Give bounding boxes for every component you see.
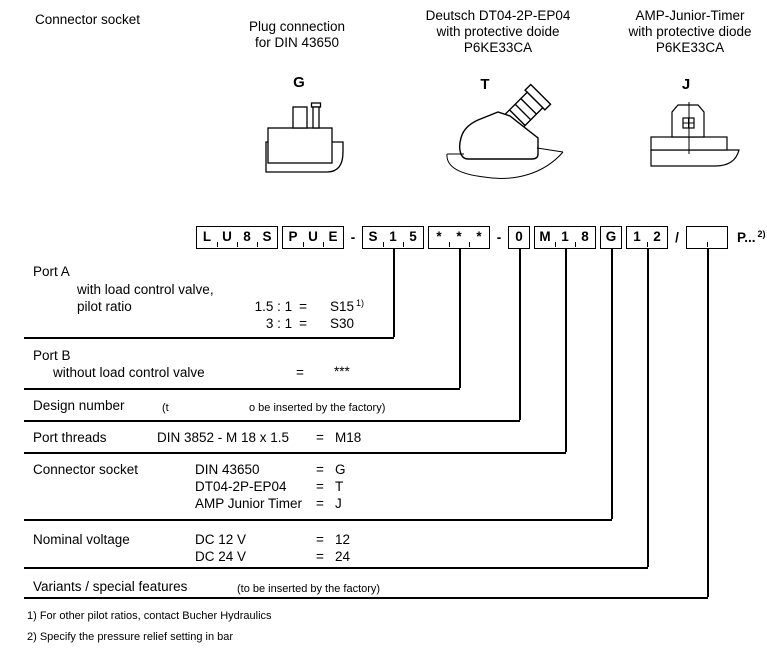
footnote-1: 1) For other pilot ratios, contact Bucher Hydraulics <box>27 610 272 622</box>
order-code-char: 5 <box>403 227 423 248</box>
connector-line-voltage <box>647 248 649 567</box>
deutsch-title-line: Deutsch DT04-2P-EP04 <box>425 8 571 23</box>
socket-option-name: DT04-2P-EP04 <box>195 479 287 494</box>
order-code-char: E <box>323 227 343 248</box>
section-rule-design <box>24 420 520 422</box>
amp-title-line: AMP-Junior-Timer <box>635 8 745 23</box>
connector-line-socket <box>611 248 613 519</box>
amp-code-letter: J <box>681 76 691 93</box>
connector-line-port-b <box>459 248 461 388</box>
section-label-design-number: Design number <box>33 398 125 413</box>
socket-option-name: AMP Junior Timer <box>195 496 303 511</box>
order-code-char <box>687 227 707 248</box>
din-title-line: for DIN 43650 <box>254 35 340 50</box>
connector-line-variants <box>707 248 709 597</box>
amp-title-line: with protective diode <box>628 24 752 39</box>
order-code-char: * <box>436 229 442 244</box>
order-code-char: U <box>217 227 237 248</box>
section-rule-voltage <box>24 567 648 569</box>
order-code-box <box>428 226 490 249</box>
order-code-char: L <box>202 229 212 244</box>
ordering-code-row <box>196 226 766 249</box>
order-code-separator: / <box>675 230 679 245</box>
socket-option-name: DIN 43650 <box>195 462 260 477</box>
order-code-char: M <box>539 229 551 244</box>
pilot-ratio-value-1: S15 $^{1)}$ <box>330 297 365 314</box>
order-code-char: 8 <box>575 227 595 248</box>
order-code-box <box>196 226 278 249</box>
port-threads-equals: = <box>316 430 324 445</box>
section-rule-port-b <box>24 388 460 390</box>
port-b-value: *** <box>334 364 350 379</box>
section-label-port-b: Port B <box>33 348 71 363</box>
section-rule-port-a <box>24 337 394 339</box>
order-code-char: U <box>303 227 323 248</box>
socket-option-equals: = <box>316 479 324 494</box>
port-threads-value: M18 <box>335 430 362 445</box>
order-code-char: G <box>605 229 617 244</box>
deutsch-connector-drawing <box>442 84 568 182</box>
socket-option-value: T <box>335 479 344 494</box>
order-code-char: 2 <box>647 227 667 248</box>
order-code-box <box>534 226 596 249</box>
order-code-char <box>707 227 727 248</box>
socket-option-equals: = <box>316 462 324 477</box>
section-label-variants: Variants / special features <box>33 579 188 594</box>
order-code-char: P <box>288 229 298 244</box>
variants-note: (to be inserted by the factory) <box>237 583 381 595</box>
order-code-box <box>626 226 668 249</box>
socket-option-value: G <box>335 462 346 477</box>
port-a-subline: with load control valve, <box>77 282 214 297</box>
section-rule-threads <box>24 452 566 454</box>
pilot-ratio-option-1: 1.5 : 1 = <box>254 299 307 314</box>
voltage-option-equals: = <box>316 532 324 547</box>
order-code-char: * <box>449 227 469 248</box>
din-code-letter: G <box>293 74 305 91</box>
footnote-2: 2) Specify the pressure relief setting in bar <box>27 631 234 643</box>
din-plug-drawing <box>257 96 347 178</box>
connector-line-port-a <box>393 248 395 337</box>
section-label-nominal-voltage: Nominal voltage <box>33 532 130 547</box>
amp-column-title <box>604 8 767 56</box>
order-code-char: 1 <box>633 229 641 244</box>
order-code-char: 1 <box>555 227 575 248</box>
order-code-separator: - <box>350 230 356 245</box>
amp-connector-drawing <box>645 92 757 170</box>
connector-line-threads <box>565 248 567 452</box>
pilot-ratio-value-2: S30 <box>330 316 355 331</box>
order-code-box <box>282 226 344 249</box>
voltage-option-value: 12 <box>335 532 351 547</box>
deutsch-title-line: with protective doide <box>436 24 560 39</box>
order-code-char: S <box>257 227 277 248</box>
pilot-ratio-option-2: 3 : 1 = <box>265 316 307 331</box>
deutsch-code-letter: T <box>480 76 490 93</box>
order-code-box <box>686 226 728 249</box>
voltage-option-name: DC 24 V <box>195 549 247 564</box>
section-label-port-a: Port A <box>33 264 70 279</box>
amp-title-line: P6KE33CA <box>655 40 725 55</box>
voltage-option-name: DC 12 V <box>195 532 247 547</box>
order-code-char: 8 <box>237 227 257 248</box>
socket-option-equals: = <box>316 496 324 511</box>
socket-option-value: J <box>335 496 342 511</box>
section-label-connector-socket: Connector socket <box>33 462 139 477</box>
order-code-suffix: P... $^{2)}$ <box>737 228 766 245</box>
section-label-port-threads: Port threads <box>33 430 107 445</box>
din-title-line: Plug connection <box>248 19 346 34</box>
order-code-box <box>362 226 424 249</box>
voltage-option-value: 24 <box>335 549 351 564</box>
design-number-note-left: (t <box>162 402 169 414</box>
order-code-char: 0 <box>515 229 523 244</box>
order-code-box <box>600 226 622 249</box>
din-column-title <box>222 19 372 51</box>
section-rule-socket <box>24 519 612 521</box>
connector-line-design <box>519 248 521 420</box>
deutsch-column-title <box>412 8 584 56</box>
port-a-subline: pilot ratio <box>77 299 132 314</box>
order-code-box <box>508 226 530 249</box>
page-title: Connector socket <box>35 12 141 27</box>
design-number-note-right: o be inserted by the factory) <box>249 402 386 414</box>
port-threads-name: DIN 3852 - M 18 x 1.5 <box>157 430 290 445</box>
port-b-subline: without load control valve <box>53 365 205 380</box>
order-code-char: 1 <box>383 227 403 248</box>
order-code-char: * <box>469 227 489 248</box>
deutsch-title-line: P6KE33CA <box>463 40 533 55</box>
section-rule-variants <box>24 597 708 599</box>
order-code-char: S <box>368 229 378 244</box>
order-code-separator: - <box>496 230 502 245</box>
port-b-equals: = <box>296 365 304 380</box>
voltage-option-equals: = <box>316 549 324 564</box>
